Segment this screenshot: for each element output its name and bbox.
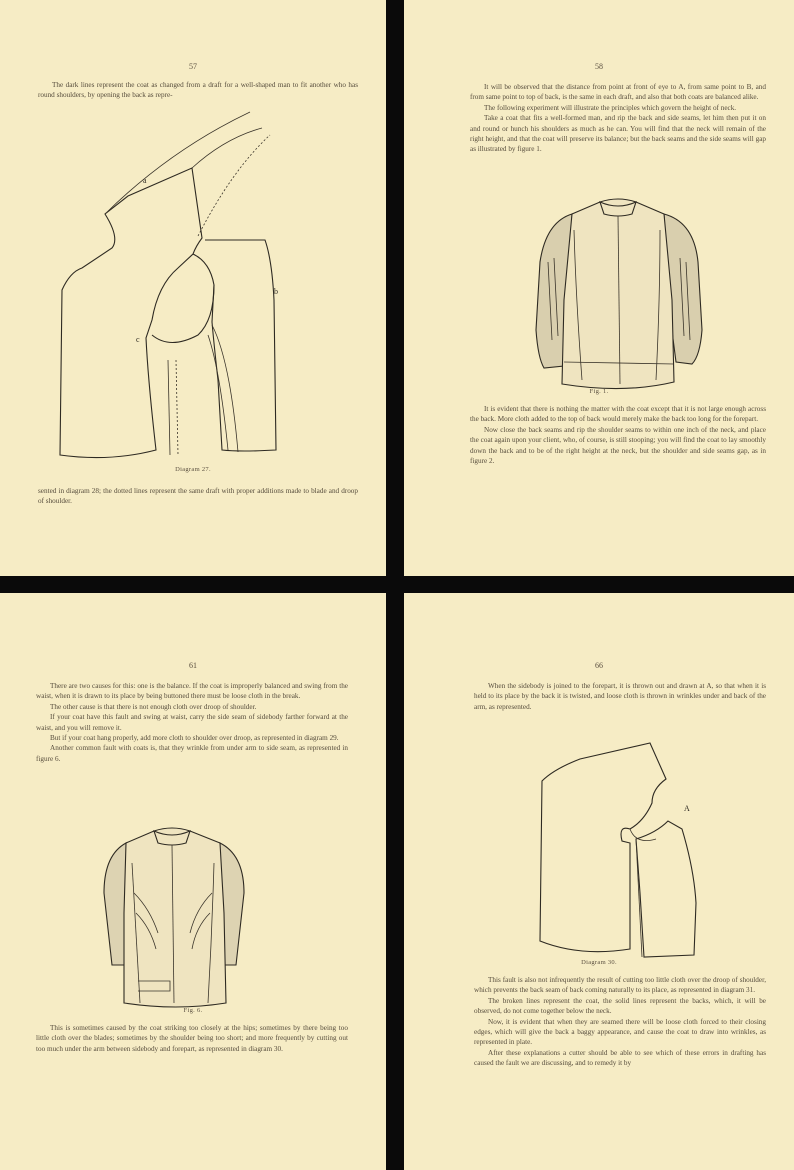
page-number: 57: [189, 62, 197, 71]
back-seam-line: [208, 335, 228, 450]
shoulder-line-outer: [105, 112, 250, 214]
paragraph-group-top: It will be observed that the distance from point at front of eye to A, from same point to B, and from same point to top of back, is the same in each draft, and also that both coats are balanced alike. The following experiment will illustrate the principles which govern the height of neck. Take a coat that fits a well-formed man, and rip the back and side seams, let him then put it on and round or hunch his shoulders as much as he can. You will find that the neck will remain of the right height, and that the coat will preserve its balance; but the back seams and the side seams will gap as illustrated by figure 1.: [470, 83, 766, 154]
label-b: b: [274, 287, 278, 296]
armhole-curve: [152, 254, 214, 343]
diagram-30: [404, 593, 794, 1170]
sidebody-outline: [636, 821, 696, 957]
paragraph-group-top: There are two causes for this: one is the balance. If the coat is improperly balanced and swing from the waist, when it is drawn to its place by being buttoned there must be loose cloth in the break. The other cause is that there is not enough cloth over droop of shoulder. If your coat have this fault and swing at waist, carry the side seam of sidebody farther forward at the waist, and you will remove it. But if your coat hang properly, add more cloth to shoulder over droop, as represented in diagram 29. Another common fault with coats is, that they wrinkle from under arm to side seam, as represented in figure 6.: [36, 682, 348, 763]
shoulder-line-dotted: [198, 135, 270, 236]
label-a: A: [684, 804, 690, 813]
paragraph-group-bottom: It is evident that there is nothing the matter with the coat except that it is not large enough across the back. More cloth added to the top of back would merely make the back too long for the forepart. Now close the back seams and rip the shoulder seams to within one inch of the neck, and place the coat again upon your client, who, of course, is still stooping; you will find the coat to lay smoothly down the back and to be of the right height at the neck, but the shoulder and side seams gap, as in figure 2.: [470, 405, 766, 466]
back-piece-outline: [205, 240, 276, 451]
diagram-caption: Diagram 27.: [175, 466, 211, 473]
page-58: [404, 0, 794, 576]
paragraph-group-bottom: This fault is also not infrequently the result of cutting too little cloth over the droop of shoulder, which prevents the back seam of back coming naturally to its place, as represented in diagram 31. The broken lines represent the coat, the solid lines represent the backs, which, it will be observed, do not come together below the neck. Now, it is evident that when they are seamed there will be loose cloth forced to their closing edges, which will give the back a baggy appearance, and cause the coat to draw into wrinkles, as represented in plate. After these explanations a cutter should be able to see which of these errors in drafting has caused the fault we are discussing, and to remedy it by: [474, 976, 766, 1068]
page-number: 66: [595, 661, 603, 670]
side-seam-line: [168, 360, 170, 455]
forepart-outline: [540, 743, 666, 952]
paragraph-bottom: sented in diagram 28; the dotted lines represent the same draft with proper additions made to blade and droop of shoulder.: [38, 487, 358, 506]
coat-body: [124, 828, 226, 1007]
paragraph-bottom: This is sometimes caused by the coat striking too closely at the hips; sometimes by there being too little cloth over the blades; sometimes by the shoulder being too short; and more frequently by cutting out too much under the arm between sidebody and forepart, as represented in diagram 30.: [36, 1024, 348, 1053]
back-seam-line-2: [212, 325, 238, 452]
figure-6-coat-back: [0, 593, 386, 1170]
page-66: [404, 593, 794, 1170]
page-61: [0, 593, 386, 1170]
shoulder-line-inner: [192, 128, 262, 168]
label-a: a: [143, 176, 147, 185]
forepart-outline: [60, 168, 202, 458]
page-number: 58: [595, 62, 603, 71]
center-seam-line: [176, 360, 178, 455]
armhole-curve: [630, 829, 656, 841]
diagram-caption: Diagram 30.: [581, 959, 617, 966]
page-57: [0, 0, 386, 576]
figure-caption: Fig. 1.: [589, 388, 609, 395]
figure-1-coat-back: [404, 0, 794, 576]
label-c: c: [136, 335, 140, 344]
page-number: 61: [189, 661, 197, 670]
figure-caption: Fig. 6.: [183, 1007, 203, 1014]
sidebody-seam: [636, 839, 642, 957]
paragraph-top: When the sidebody is joined to the forepart, it is thrown out and drawn at A, so that when it is held to its place by the back it is twisted, and loose cloth is thrown in wrinkles under and back of the arm, as represented.: [474, 682, 766, 711]
paragraph-top: The dark lines represent the coat as changed from a draft for a well-shaped man to fit another who has round shoulders, by opening the back as repre-: [38, 81, 358, 100]
